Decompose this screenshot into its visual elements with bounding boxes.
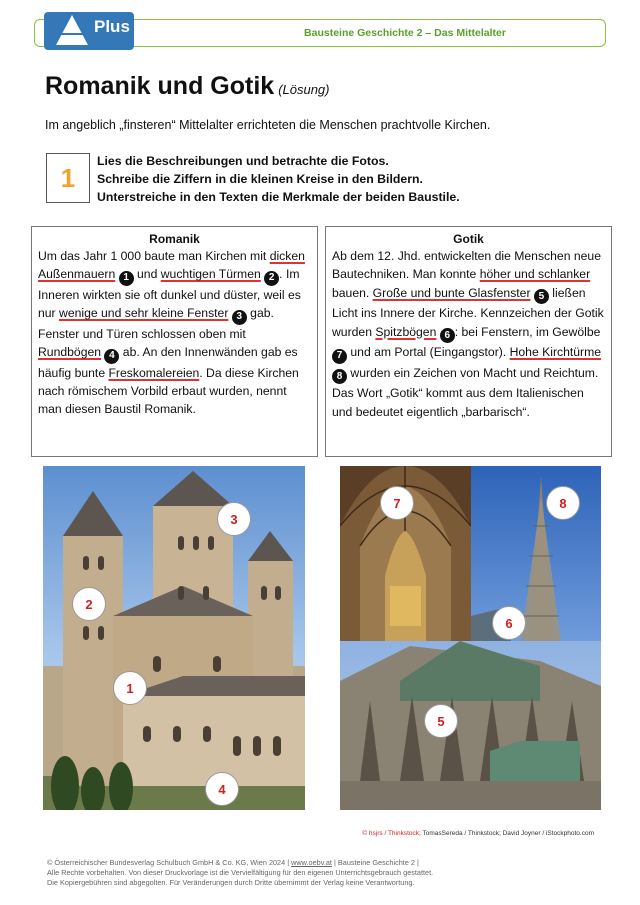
footer-line: Alle Rechte vorbehalten. Von dieser Druckvorlage ist die Vervielfältigung für den eigenen Unterrichtsgebrauch gestattet.: [47, 868, 434, 877]
footer: [47, 858, 607, 888]
page-title-text: Romanik und Gotik: [45, 72, 275, 100]
romanik-church-photo: [43, 466, 305, 810]
underlined-feature: Rundbögen: [38, 345, 102, 360]
photo-label-circle: 4: [205, 772, 239, 806]
photo-label-circle: 1: [113, 671, 147, 705]
photo-credits: © hsjrs / Thinkstock; TomasSereda / Thinkstock; David Joyner / iStockphoto.com: [362, 830, 594, 837]
photo-label-circle: 5: [424, 704, 458, 738]
underlined-feature: Spitzbögen: [375, 324, 437, 339]
gotik-tower-photo: [471, 466, 601, 641]
gotik-spire-illustration: [471, 466, 601, 641]
publisher-link[interactable]: www.oebv.at: [291, 858, 332, 867]
photo-label-circle: 6: [492, 606, 526, 640]
intro-text: Im angeblich „finsteren“ Mittelalter errichteten die Menschen prachtvolle Kirchen.: [45, 118, 491, 132]
logo-text: Plus: [94, 17, 130, 36]
task-instructions: [97, 152, 460, 206]
romanik-heading: Romanik: [149, 232, 200, 246]
romanik-text: Um das Jahr 1 000 baute man Kirchen mit dicken Außenmauern 1 und wuchtigen Türmen 2 . Im Inneren wirkten sie oft dunkel und düster, weil es nur wenige und sehr kleine Fenster 3 gab. Fenster und Türen schlossen oben mit Rundbögen 4 ab. An den Innenwänden gab es häufig bunte Freskomalereien. Da diese Kirchen nach römischem Vorbild erbaut wurden, nennt man diesen Baustil Romanik.: [38, 249, 305, 417]
number-badge: 3: [232, 310, 247, 325]
gotik-textbox: [325, 226, 612, 457]
page-title: [45, 72, 330, 101]
underlined-feature: Große und bunte Glasfenster: [372, 285, 531, 300]
underlined-feature: Freskomalereien: [108, 365, 200, 380]
romanik-textbox: [31, 226, 318, 457]
number-badge: 1: [119, 271, 134, 286]
underlined-feature: höher und schlanker: [479, 267, 591, 282]
credit-highlight: hsjrs / Thinkstock: [368, 830, 420, 837]
number-badge: 5: [534, 289, 549, 304]
photo-label-circle: 2: [72, 587, 106, 621]
number-badge: 4: [104, 349, 119, 364]
photo-label-circle: 3: [217, 502, 251, 536]
task-line: Lies die Beschreibungen und betrachte die Fotos.: [97, 154, 389, 168]
footer-line: Die Kopiergebühren sind abgegolten. Für Veränderungen durch Dritte übernimmt der Verlag keine Verantwortung.: [47, 878, 415, 887]
number-badge: 6: [440, 328, 455, 343]
task-line: Schreibe die Ziffern in die kleinen Kreise in den Bildern.: [97, 172, 423, 186]
task-number: 1: [46, 153, 90, 203]
number-badge: 7: [332, 349, 347, 364]
underlined-feature: Hohe Kirchtürme: [509, 345, 602, 360]
gotik-heading: Gotik: [453, 232, 484, 246]
plus-logo: [44, 12, 134, 50]
footer-line: © Österreichischer Bundesverlag Schulbuch GmbH & Co. KG, Wien 2024 | www.oebv.at | Bausteine Geschichte 2 |: [47, 858, 419, 867]
romanik-church-illustration: [43, 466, 305, 810]
gotik-facade-illustration: [340, 641, 601, 810]
photo-label-circle: 7: [380, 486, 414, 520]
photo-label-circle: 8: [546, 486, 580, 520]
number-badge: 8: [332, 369, 347, 384]
gotik-text: Ab dem 12. Jhd. entwickelten die Menschen neue Bautechniken. Man konnte höher und schlanker bauen. Große und bunte Glasfenster 5 ließen Licht ins Innere der Kirche. Kennzeichen der Gotik wurden Spitzbögen 6 : bei Fenstern, im Gewölbe 7 und am Portal (Eingangstor). Hohe Kirchtürme 8 wurden ein Zeichen von Macht und Reichtum. Das Wort „Gotik“ kommt aus dem Italienischen und bedeutet eigentlich „barbarisch“.: [332, 249, 604, 419]
header-title: Bausteine Geschichte 2 – Das Mittelalter: [304, 27, 506, 39]
underlined-feature: wenige und sehr kleine Fenster: [59, 306, 229, 321]
underlined-feature: wuchtigen Türmen: [160, 267, 261, 282]
gotik-exterior-photo: [340, 641, 601, 810]
number-badge: 2: [264, 271, 279, 286]
underlined-feature: dicken Außenmauern: [38, 249, 305, 282]
page-subtitle: (Lösung): [278, 82, 330, 97]
task-line: Unterstreiche in den Texten die Merkmale der beiden Baustile.: [97, 190, 460, 204]
triangle-logo-icon: [56, 15, 88, 45]
